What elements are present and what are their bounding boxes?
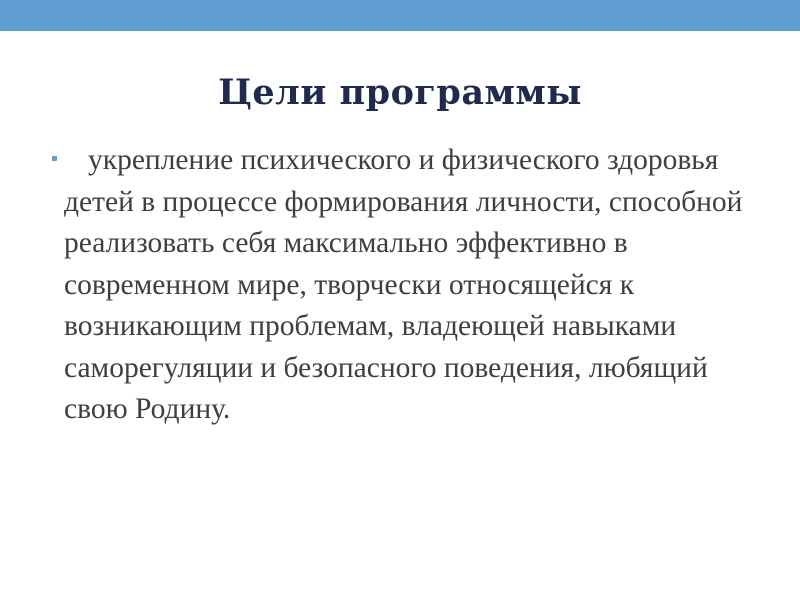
top-accent-bar xyxy=(0,0,800,31)
slide-title: Цели программы xyxy=(218,72,582,113)
bullet-icon xyxy=(52,156,57,161)
bullet-list xyxy=(52,140,752,431)
bullet-item-text: укрепление психического и физического здоровья детей в процессе формирования личности, способной реализовать себя максимально эффективно в современном мире, творчески относящейся к возникающим проблемам, владеющей навыками саморегуляции и безопасного поведения, любящий свою Родину. xyxy=(64,144,743,425)
